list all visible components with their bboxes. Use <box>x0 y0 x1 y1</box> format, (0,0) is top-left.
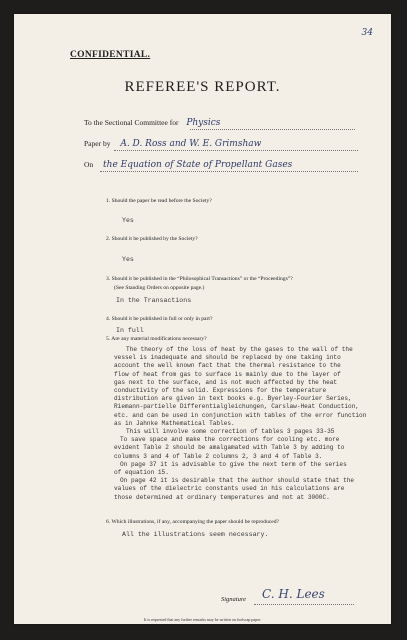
answer-2: Yes <box>122 256 134 263</box>
paper-by-prefix: Paper by <box>84 139 111 148</box>
modifications-line: conductivity of the solid. Expressions for the temperature <box>114 387 327 395</box>
modifications-line: of equation 15. <box>114 469 169 477</box>
committee-prefix: To the Sectional Committee for <box>84 118 179 127</box>
modifications-line: account the well known fact that the thermal resistance to the <box>114 362 341 370</box>
question-5: 5. Are any material modifications necessary? <box>106 336 207 342</box>
signature-label: Signature <box>221 596 247 603</box>
modifications-line: those determined at ordinary temperatures and not at 3000C. <box>114 493 330 501</box>
modifications-line: values of the dielectric constants used in his calculations are <box>114 485 345 493</box>
signature-name: C. H. Lees <box>262 587 325 601</box>
modifications-line: To save space and make the corrections for cooling etc. more <box>120 436 340 444</box>
modifications-line: This will involve some correction of tables 3 pages 33-35 <box>126 428 335 436</box>
modifications-line: gas next to the surface, and is not much affected by the heat <box>114 378 338 386</box>
question-2: 2. Should it be published by the Society? <box>106 236 198 242</box>
committee-line <box>84 118 220 128</box>
modifications-line: evident Table 2 should be amalgamated with Table 3 by adding to <box>114 444 345 452</box>
signature-dotline <box>254 604 354 605</box>
answer-3: In the Transactions <box>116 297 192 304</box>
question-3-note: (See Standing Orders on opposite page.) <box>114 285 205 291</box>
question-6: 6. Which illustrations, if any, accompanying the paper should be reproduced? <box>106 519 280 525</box>
modifications-line: as in Jahnke Mathematical Tables. <box>114 419 235 427</box>
paper-by-line <box>84 139 261 149</box>
confidential-heading: CONFIDENTIAL. <box>70 50 151 60</box>
modifications-line: On page 42 it is desirable that the author should state that the <box>120 477 355 485</box>
on-dotline <box>100 171 358 172</box>
paper-title: the Equation of State of Propellant Gases <box>103 160 293 170</box>
on-line <box>84 160 292 170</box>
answer-6: All the illustrations seem necessary. <box>122 531 269 538</box>
answer-4: In full <box>116 327 144 334</box>
question-1: 1. Should the paper be read before the Society? <box>106 198 212 204</box>
question-4: 4. Should it be published in full or only in part? <box>106 316 213 322</box>
committee-value: Physics <box>186 118 221 128</box>
paper-by-dotline <box>114 150 358 151</box>
modifications-line: etc. and can be used in conjunction with tables of the error function <box>114 411 367 419</box>
modifications-line: The theory of the loss of heat by the gases to the wall of the <box>126 346 353 353</box>
report-sheet <box>14 14 391 624</box>
report-title: REFEREE'S REPORT. <box>124 79 281 95</box>
modifications-line: columns 3 and 4 of Table 2 columns 2, 3 and 4 of Table 3. <box>114 452 323 460</box>
modifications-line: Riemann-partielle Differentialgleichungen, Carslaw-Heat Conduction, <box>114 403 360 411</box>
modifications-line: vessel is inadequate and should be replaced by one taking into <box>114 354 341 362</box>
question-3: 3. Should it be published in the “Philosophical Transactions” or the “Proceedings”? <box>106 276 293 282</box>
answer-1: Yes <box>122 217 134 224</box>
modifications-line: On page 37 it is advisable to give the next term of the series <box>120 460 347 468</box>
page-number: 34 <box>361 28 373 38</box>
on-prefix: On <box>84 160 94 169</box>
footnote: It is requested that any further remarks may be written on foolscap paper. <box>143 617 262 622</box>
committee-dotline <box>190 129 355 130</box>
modifications-line: distribution are given in text books e.g. Byerley-Fourier Series, <box>114 395 352 403</box>
modifications-line: flow of heat from gas to surface is mainly due to the layer of <box>114 370 341 378</box>
paper-authors: A. D. Ross and W. E. Grimshaw <box>120 139 262 149</box>
modifications-text <box>114 346 407 502</box>
